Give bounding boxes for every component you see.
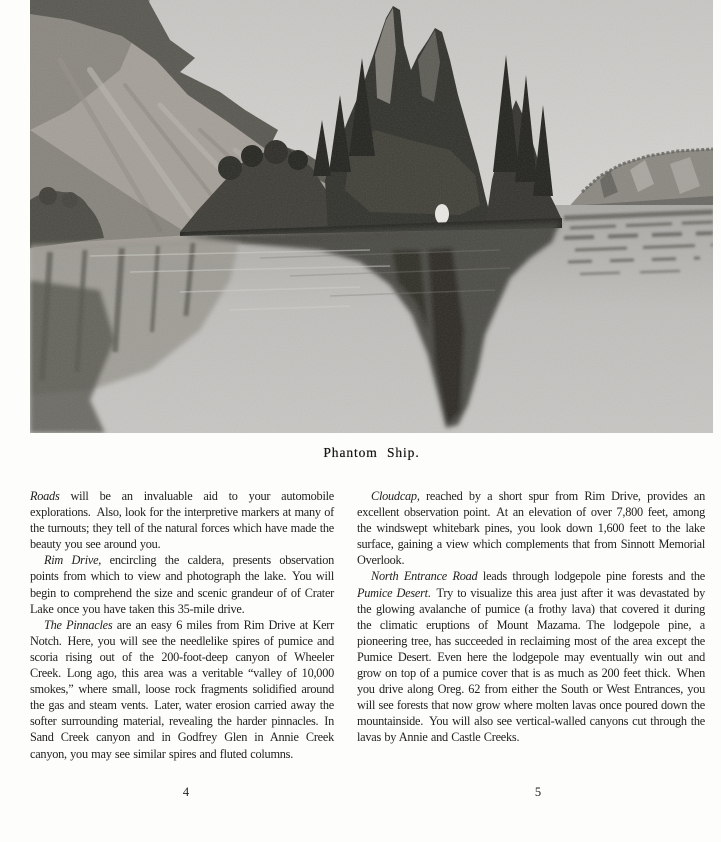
paragraph: The Pinnacles are an easy 6 miles from Rim Drive at Kerr Notch. Here, you will see the needlelike spires of pumice and scoria rising out of the 200-foot-deep canyon of Wheeler Creek. Long ago, this area was a veritable “valley of 10,000 smokes,” where small, loose rock fragments solidified around the gas and steam vents. Later, water erosion carried away the softer surrounding material, revealing the harder pinnacles. In Sand Creek canyon and in Godfrey Glen in Annie Creek canyon, you may see similar spires and fluted columns. <box>30 617 334 761</box>
paragraph: North Entrance Road leads through lodgepole pine forests and the Pumice Desert. Try to visualize this area just after it was devastated by the glowing avalanche of pumice (a frothy lava) that covered it during the climatic eruptions of Mount Mazama. The lodgepole pine, a pioneering tree, has succeeded in reclaiming most of the area except the Pumice Desert. Even here the lodgepole may eventually win out and grow on top of a pumice cover that is as much as 200 feet thick. When you drive along Oreg. 62 from either the South or West Entrances, you will see forests that now grow where molten lavas once poured down the mountainside. You will also see vertical-walled canyons cut through the lavas by Annie and Castle Creeks. <box>357 569 705 745</box>
phantom-ship-photo <box>30 0 713 433</box>
paragraph: Rim Drive, encircling the caldera, presents observation points from which to view and photograph the lake. You will begin to comprehend the size and scenic grandeur of of Crater Lake once you have taken this 35-mile drive. <box>30 553 334 616</box>
page-5-text-column <box>357 488 705 746</box>
page-4-text-column <box>30 488 334 762</box>
phantom-ship-photo-art <box>30 0 713 433</box>
paragraph: Cloudcap, reached by a short spur from Rim Drive, provides an excellent observation point. At an elevation of over 7,800 feet, among the windswept whitebark pines, you look down 1,600 feet to the lake surface, gaining a view which complements that from Sinnott Memorial Overlook. <box>357 489 705 568</box>
photo-caption: Phantom Ship. <box>323 445 420 460</box>
page-number-5: 5 <box>534 785 542 799</box>
photo-grain <box>30 0 713 433</box>
page-number-4: 4 <box>182 785 190 799</box>
paragraph: Roads will be an invaluable aid to your automobile explorations. Also, look for the interpretive markers at many of the turnouts; they tell of the natural forces which have made the beauty you see around you. <box>30 489 334 552</box>
